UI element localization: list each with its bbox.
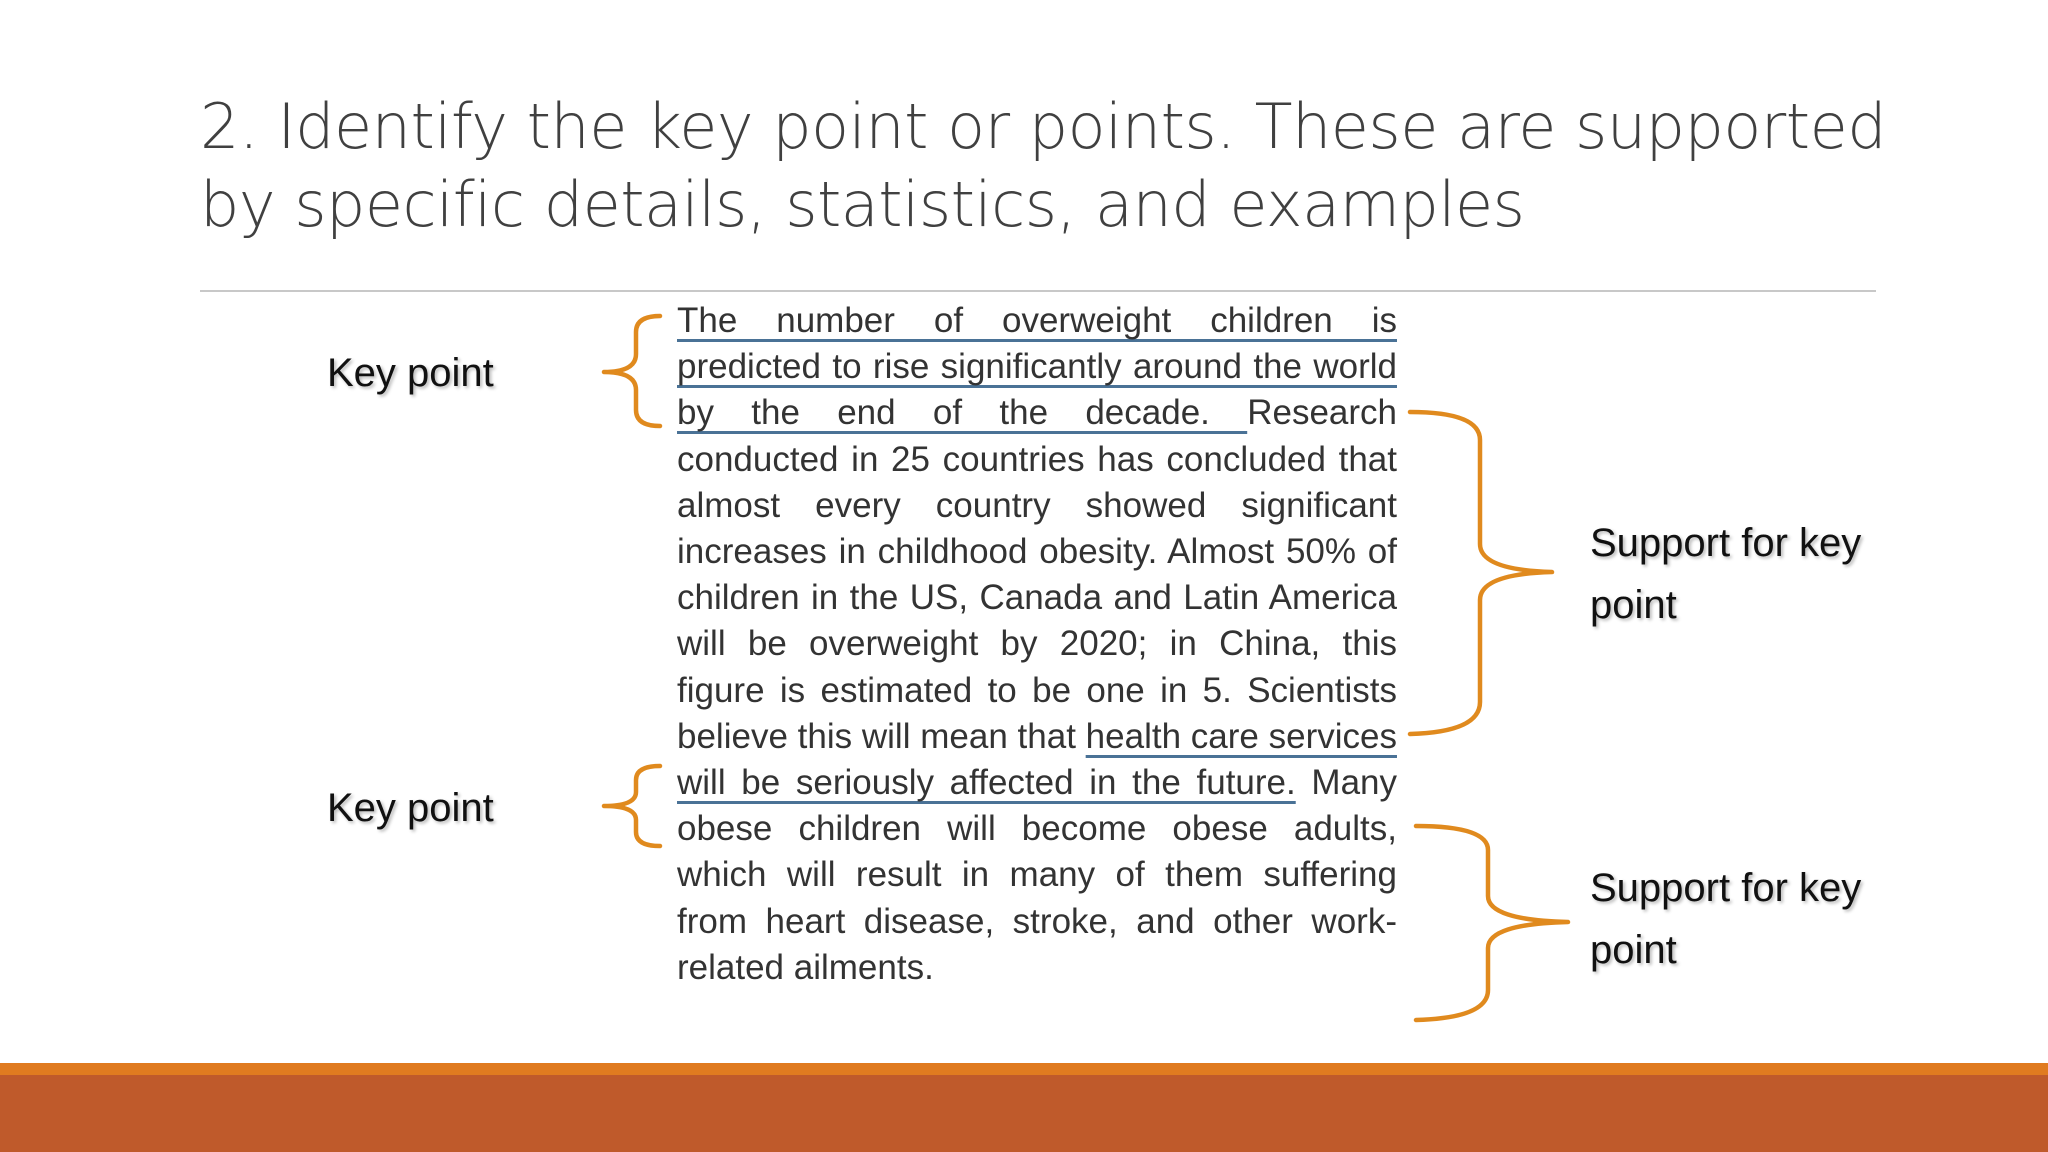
support-label-1: Support for key point xyxy=(1590,521,1862,627)
footer-accent-stripe xyxy=(0,1063,2048,1075)
key-point-1-text: The number of overweight children is predicted to rise significantly around the world by the end of the decade. xyxy=(677,301,1397,433)
key-point-label-1: Key point xyxy=(327,351,494,395)
passage-text xyxy=(677,298,1397,991)
key-point-1-brace xyxy=(604,316,660,426)
support-1-brace xyxy=(1410,412,1552,734)
slide-title: 2. Identify the key point or points. These are supported by specific details, statistics, and examples xyxy=(200,90,1887,241)
key-point-label-2: Key point xyxy=(327,786,494,830)
support-1-text: Research conducted in 25 countries has concluded that almost every country showed significant increases in childhood obesity. Almost 50% of children in the US, Canada and Latin America will be overweight by 2020; in China, this figure is estimated to be one in 5. Scientists believe this will mean that xyxy=(677,393,1397,756)
title-divider xyxy=(200,290,1876,292)
key-point-2-brace xyxy=(604,766,660,846)
support-2-brace xyxy=(1416,826,1568,1020)
key-point-2-text: health care services will be seriously affected in the future. xyxy=(677,716,1397,803)
support-2-text: Many obese children will become obese adults, which will result in many of them suffering from heart disease, stroke, and other work-related ailments. xyxy=(677,763,1397,987)
support-label-2: Support for key point xyxy=(1590,866,1862,972)
footer-band xyxy=(0,1075,2048,1152)
